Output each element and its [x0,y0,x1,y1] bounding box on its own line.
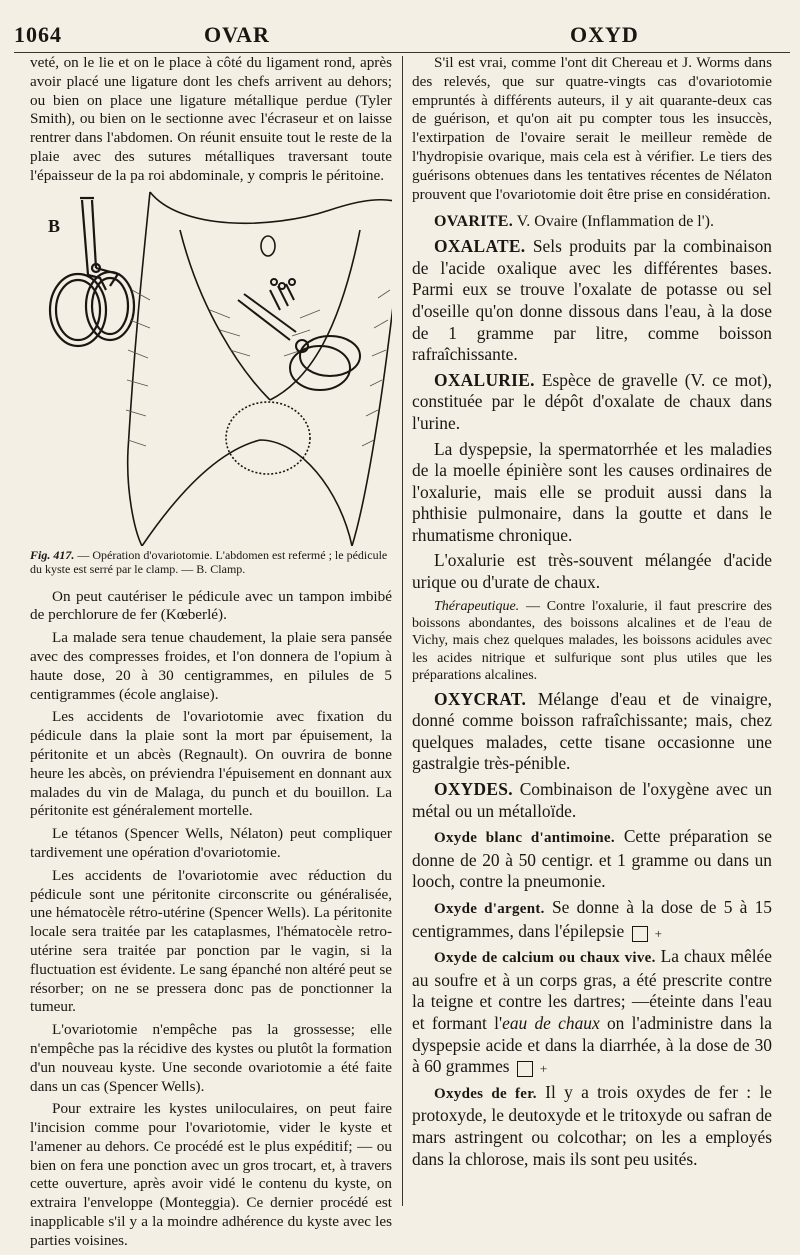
running-head-right: OXYD [570,22,639,47]
clamp-drawing [50,198,134,346]
entry-head: OXYCRAT. [434,688,527,709]
entry-oxyde-argent [412,897,772,942]
paragraph: Le tétanos (Spencer Wells, Nélaton) peut compliquer tardivement une opération d'ovariotomie. [30,825,392,861]
entry-text: Combinaison de l'oxygène avec un métal ou un métalloïde. [412,779,772,821]
therapeutique-text: — Contre l'oxalurie, il faut prescrire des boissons abondantes, des boissons alcalines et de l'eau de Vichy, mais chez quelques malades, les boissons acidules avec les acides nitrique et sulfurique sont plus utiles que les préparations alcalines. [412,598,772,684]
paragraph: Les accidents de l'ovariotomie avec réduction du pédicule sont une péritonite circonscrite ou généralisée, une hématocèle rétro-utérine (Spencer Wells). La péritonite locale sera traitée par les cataplasmes, l'hématocèle retro-utérine sera traitée par ponction par le vagin, si la fluctuation est évidente. Le sang épanché non altéré peut se résorber; on ne se pressera donc pas de ponctionner la tumeur. [30,866,392,1016]
therapeutique [412,598,772,685]
entry-text: Mélange d'eau et de vinaigre, donné comme boisson rafraîchissante; mais, chez quelques malades, cette tisane occasionne une gastralgie très-pénible. [412,688,772,774]
entry-text: Sels produits par la combinaison de l'acide oxalique avec les différentes bases. Parmi eux se trouve l'oxalate de potasse ou sel d'oseille qu'on donne dissous dans l'eau, à la dose de 1 gramme par litre, comme boisson rafraîchissante. [412,236,772,365]
entry-italic: eau de chaux [502,1013,600,1034]
entry-head: OXALURIE. [434,369,535,390]
entry-head: Oxyde blanc d'antimoine. [434,830,615,847]
entry-head: OXYDES. [434,779,513,800]
paragraph: La malade sera tenue chaudement, la plaie sera pansée avec des compresses froides, et l'on donnera de l'opium à haute dose, 20 à 30 centigrammes, en pilules de 5 centigrammes (école anglaise). [30,629,392,703]
page-header [14,22,790,50]
entry-head: Oxyde d'argent. [434,901,545,918]
entry-text: on l'administre dans la dyspepsie acide et dans la diarrhée, à la dose de 30 à 60 grammes [412,1013,772,1077]
therapeutique-label: Thérapeutique. [434,598,520,614]
running-head-left: OVAR [204,22,270,47]
entry-text: Se donne à la dose de 5 à 15 centigrammes, dans l'épilepsie [412,897,772,941]
ovariotomy-illustration [30,190,392,546]
paragraph: Les accidents de l'ovariotomie avec fixation du pédicule dans la plaie sont la mort par épuisement, la péritonite et un abcès (Regnault). On ouvrira de bonne heure les abcès, on préviendra l'épuisement en donnant aux malades du vin de Malaga, du punch et du bouillon. La péritonite est généralement mortelle. [30,708,392,820]
column-divider [402,56,403,1206]
entry-ovarite [412,212,772,232]
right-column [412,54,772,1174]
entry-text: Il y a trois oxydes de fer : le protoxyde, le deutoxyde et le tritoxyde ou safran de mars astringent ou colcothar; on les a employés dans la chlorose, mais ils sont peu usités. [412,1081,772,1169]
entry-head: Oxyde de calcium ou chaux vive. [434,950,656,967]
figure-number: Fig. 417. [30,547,75,562]
figure-letter: B [48,215,61,236]
plus-box-icon: + [632,926,648,942]
paragraph: Pour extraire les kystes uniloculaires, on peut faire l'incision comme pour l'ovariotomie, vider le kyste et l'amener au dehors. Ce procédé est le plus expéditif; — ou bien on fera une ponction avec un gros trocart, et, à travers cette ouverture, après avoir vidé le contenu du kyste, on extraira l'enveloppe (Monteggia). Ce dernier procédé est inapplicable s'il y a la moindre adhérence du kyste avec les parties voisines. [30,1100,392,1249]
entry-oxalurie [412,370,772,435]
entry-text: Cette préparation se donne de 20 à 50 centigr. et 1 gramme ou dans un looch, contre la pneumonie. [412,826,772,892]
entry-head: Oxydes de fer. [434,1085,537,1102]
paragraph: veté, on le lie et on le place à côté du ligament rond, après avoir placé une ligature dont les chefs arrivent au dehors; ou bien on place une ligature métallique perdue (Tyler Smith), ou bien on le sectionne avec l'écraseur et on laisse rentrer dans l'abdomen. On réunit ensuite tout le reste de la plaie avec des sutures métalliques traversant toute l'épaisseur de la pa roi abdominale, y compris le péritoine. [30,54,392,184]
entry-oxyde-calcium [412,946,772,1078]
paragraph: On peut cautériser le pédicule avec un tampon imbibé de perchlorure de fer (Kœberlé). [30,587,392,624]
plus-box-icon: + [517,1061,533,1077]
page-number: 1064 [14,22,62,47]
paragraph: La dyspepsie, la spermatorrhée et les maladies de la moelle épinière sont les causes ordinaires de l'oxalurie, mais elle se produit aussi dans la phthisie pulmonaire, dans la goutte et dans le rhumatisme chronique. [412,438,772,545]
entry-head: OVARITE. [434,213,514,231]
entry-text: V. Ovaire (Inflammation de l'). [516,213,714,231]
entry-oxycrat [412,689,772,775]
entry-head: OXALATE. [434,236,526,257]
clamp-in-place [238,279,360,390]
paragraph: L'ovariotomie n'empêche pas la grossesse; elle n'empêche pas la récidive des kystes ou plutôt la formation d'un nouveau kyste. Une seconde ovariotomie a été faite dans un cas (Spencer Wells). [30,1021,392,1095]
entry-oxydes [412,779,772,822]
caption-text: — Opération d'ovariotomie. L'abdomen est refermé ; le pédicule du kyste est serré par le clamp. — B. Clamp. [30,547,388,576]
left-column [30,54,392,1255]
entry-oxydes-fer [412,1082,772,1170]
entry-text: Espèce de gravelle (V. ce mot), constituée par le dépôt d'oxalate de chaux dans l'urine. [412,369,772,433]
figure-417 [30,190,392,546]
paragraph: S'il est vrai, comme l'ont dit Chereau et J. Worms dans des relevés, que sur quatre-vingts cas d'ovariotomie empruntés à différents auteurs, il y ait quarante-deux cas de guérison, et qu'on ait pu compter tous les insuccès, l'extirpation de l'ovaire serait le meilleur remède de l'hydropisie ovarique, mais cela est à vérifier. Le tiers des guérisons obtenues dans les tentatives récentes de Nélaton prouvent que l'ovariotomie doit être prise en considération. [412,54,772,203]
entry-oxalate [412,236,772,366]
entry-oxyde-blanc [412,826,772,893]
header-rule [14,52,790,53]
paragraph: L'oxalurie est très-souvent mélangée d'acide urique ou d'urate de chaux. [412,550,772,593]
entry-text: La chaux mêlée au soufre et à un corps gras, a été prescrite contre la teigne et contre les dartres; —éteinte dans l'eau et formant l' [412,946,772,1034]
figure-caption [30,548,392,576]
